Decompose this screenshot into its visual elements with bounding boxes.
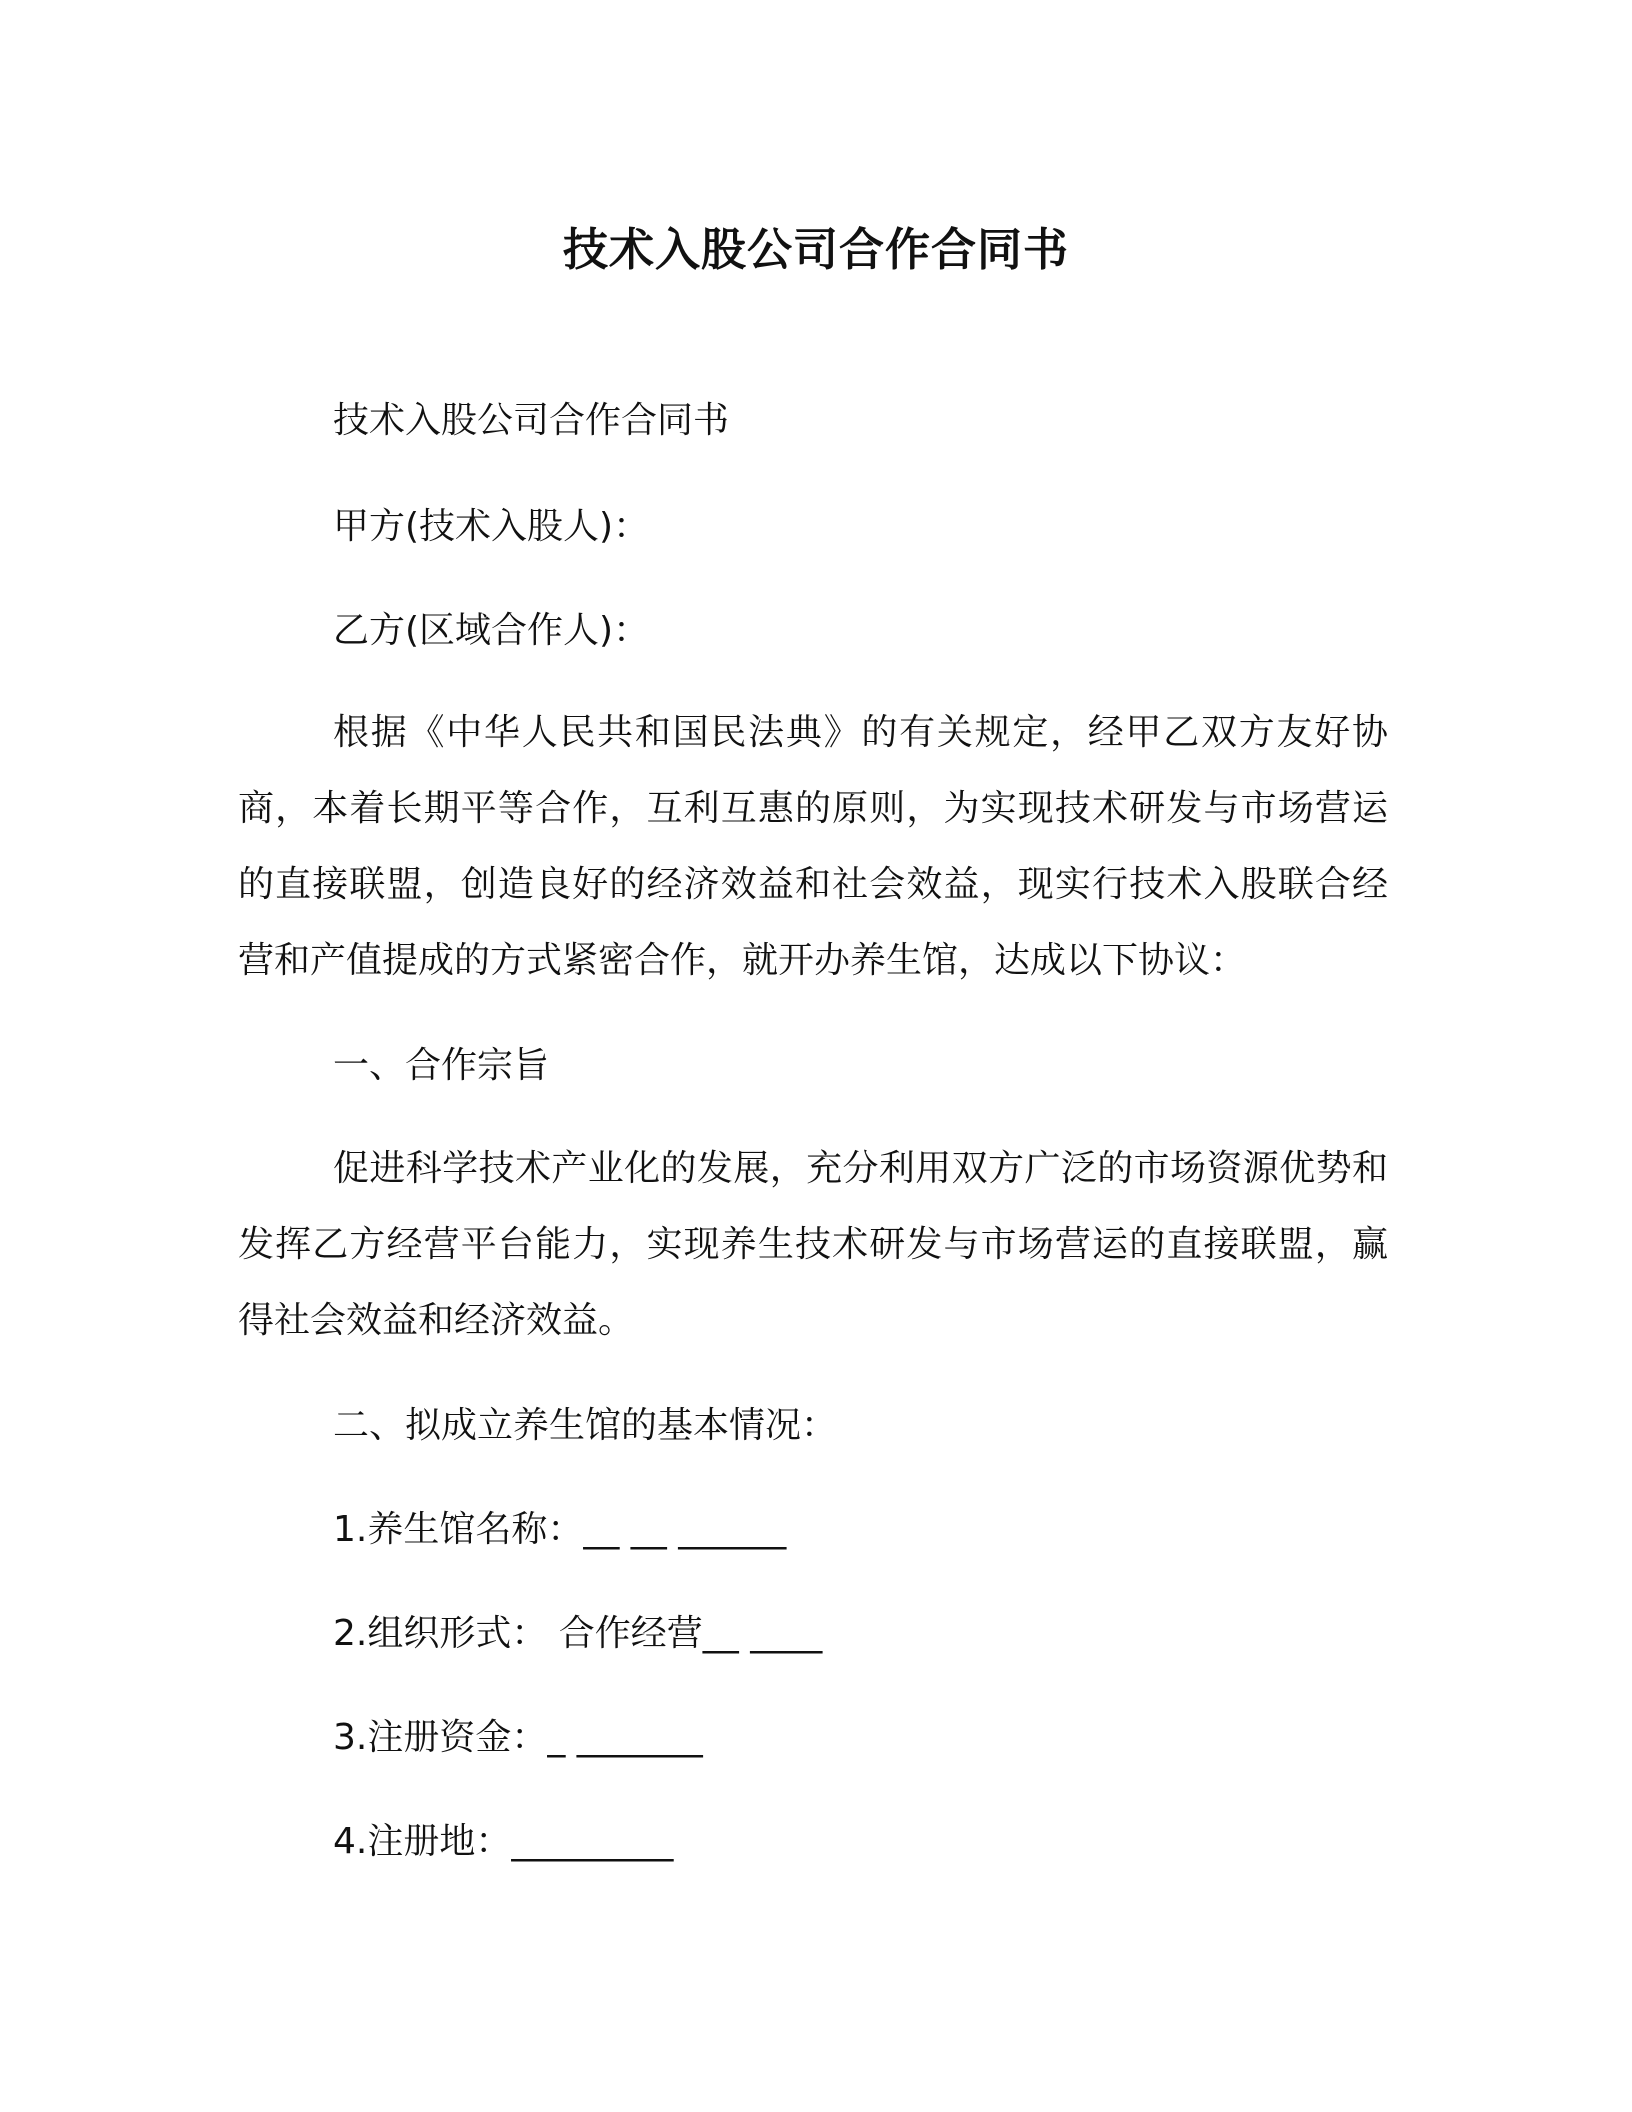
intro-paragraph: 根据《中华人民共和国民法典》的有关规定，经甲乙双方友好协商，本着长期平等合作，互利互惠的原则，为实现技术研发与市场营运的直接联盟，创造良好的经济效益和社会效益，现实行技术入股联合经营和产值提成的方式紧密合作，就开办养生馆，达成以下协议： [238, 712, 1388, 981]
document-title: 技术入股公司合作合同书 [562, 223, 1069, 276]
subtitle: 技术入股公司合作合同书 [333, 400, 730, 441]
section2-item-capital: 3.注册资金：_ _______ [333, 1717, 703, 1758]
section2-item-org-form: 2.组织形式： 合作经营__ ____ [333, 1613, 823, 1654]
section1-body: 促进科学技术产业化的发展，充分利用双方广泛的市场资源优势和发挥乙方经营平台能力，实现养生技术研发与市场营运的直接联盟，赢得社会效益和经济效益。 [238, 1148, 1388, 1341]
section2-item-name: 1.养生馆名称：__ __ ______ [333, 1509, 787, 1550]
party-b-label: 乙方(区域合作人)： [333, 610, 650, 651]
party-a-label: 甲方(技术入股人)： [333, 506, 650, 547]
section2-heading: 二、拟成立养生馆的基本情况： [333, 1405, 838, 1446]
section1-heading: 一、合作宗旨 [333, 1045, 550, 1086]
section2-item-location: 4.注册地：_________ [333, 1821, 674, 1862]
